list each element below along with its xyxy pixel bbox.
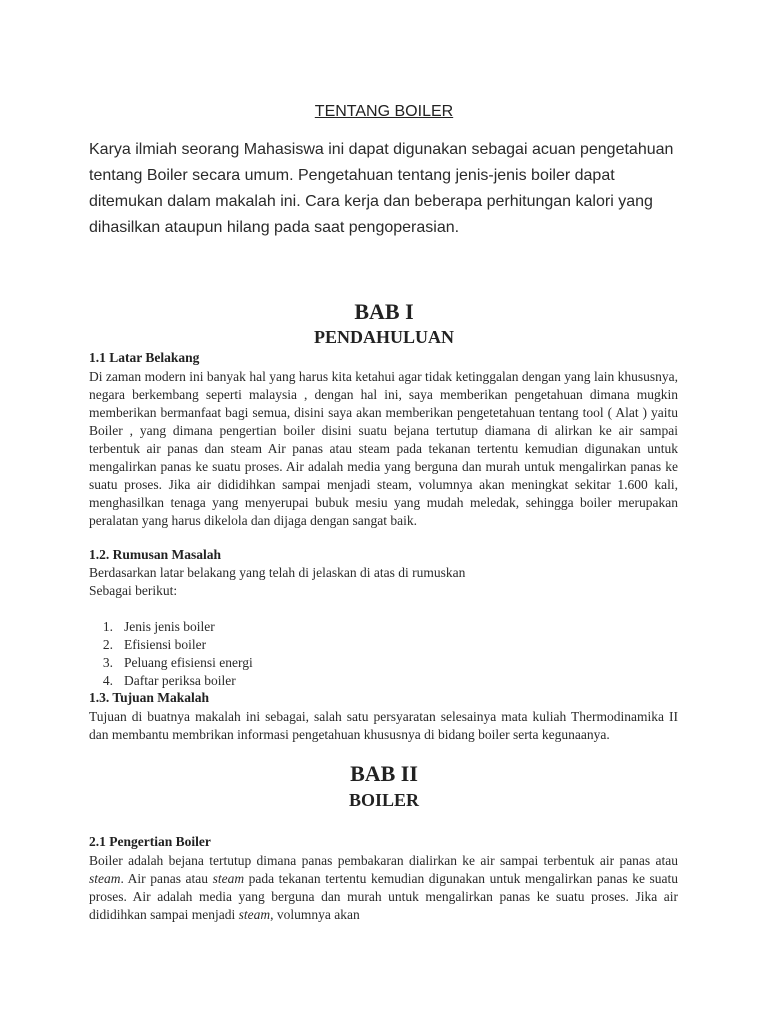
list-item: 4. Daftar periksa boiler xyxy=(102,673,236,688)
list-item: 1. Jenis jenis boiler xyxy=(102,619,215,634)
bab1-title: PENDAHULUAN xyxy=(313,327,454,347)
intro-paragraph: Karya ilmiah seorang Mahasiswa ini dapat digunakan sebagai acuan pengetahuan tentang Boiler secara umum. Pengetahuan tentang jenis-jenis boiler dapat ditemukan dalam makalah ini. Cara kerja dan beberapa perhitungan kalori yang dihasilkan ataupun hilang pada saat pengoperasian. xyxy=(89,141,674,236)
problem-list xyxy=(89,618,253,690)
bab2-number: BAB II xyxy=(350,761,418,786)
section-1-2-line2: Sebagai berikut: xyxy=(89,583,178,598)
section-1-1-text: Di zaman modern ini banyak hal yang harus kita ketahui agar tidak ketinggalan dengan yang lain khususnya, negara berkembang seperti malaysia , dengan hal ini, saya memberikan pengetahuan dimana mugkin memberikan bermanfaat bagi semua, disini saya akan memberikan pengetetahuan tentang tool ( Alat ) yaitu Boiler , yang dimana pengertian boiler disini suatu bejana tertutup diamana di alirkan ke air sampai terbentuk air panas dan steam Air panas atau steam pada tekanan tertentu kemudian digunakan untuk mengalirkan panas ke suatu proses. Air adalah media yang berguna dan murah untuk mengalirkan panas ke suatu proses. Jika air dididihkan sampai menjadi steam, volumnya akan meningkat sekitar 1.600 kali, menghasilkan tenaga yang menyerupai bubuk mesiu yang mudah meledak, sehingga boiler merupakan peralatan yang harus dikelola dan dijaga dengan sangat baik. xyxy=(89,369,678,528)
bab1-number: BAB I xyxy=(354,299,414,324)
document-title: TENTANG BOILER xyxy=(314,103,454,120)
section-2-1-heading: 2.1 Pengertian Boiler xyxy=(89,834,211,849)
list-item: 2. Efisiensi boiler xyxy=(102,637,207,652)
section-1-1-heading: 1.1 Latar Belakang xyxy=(89,350,200,365)
section-1-3-heading: 1.3. Tujuan Makalah xyxy=(89,690,210,705)
bab2-title: BOILER xyxy=(348,790,420,810)
list-item: 3. Peluang efisiensi energi xyxy=(102,655,253,670)
section-1-2-line1: Berdasarkan latar belakang yang telah di jelaskan di atas di rumuskan xyxy=(89,565,466,580)
section-2-1-text: Boiler adalah bejana tertutup dimana panas pembakaran dialirkan ke air sampai terbentuk air panas atau steam. Air panas atau steam pada tekanan tertentu kemudian digunakan untuk mengalirkan panas ke suatu proses. Air adalah media yang berguna dan murah untuk mengalirkan panas ke suatu proses. Jika air dididihkan sampai menjadi steam, volumnya akan xyxy=(89,853,678,922)
section-1-3-text: Tujuan di buatnya makalah ini sebagai, salah satu persyaratan selesainya mata kuliah Thermodinamika II dan membantu membrikan informasi pengetahuan khususnya di bidang boiler serta kegunaanya. xyxy=(89,709,678,742)
section-1-2-heading: 1.2. Rumusan Masalah xyxy=(89,547,222,562)
